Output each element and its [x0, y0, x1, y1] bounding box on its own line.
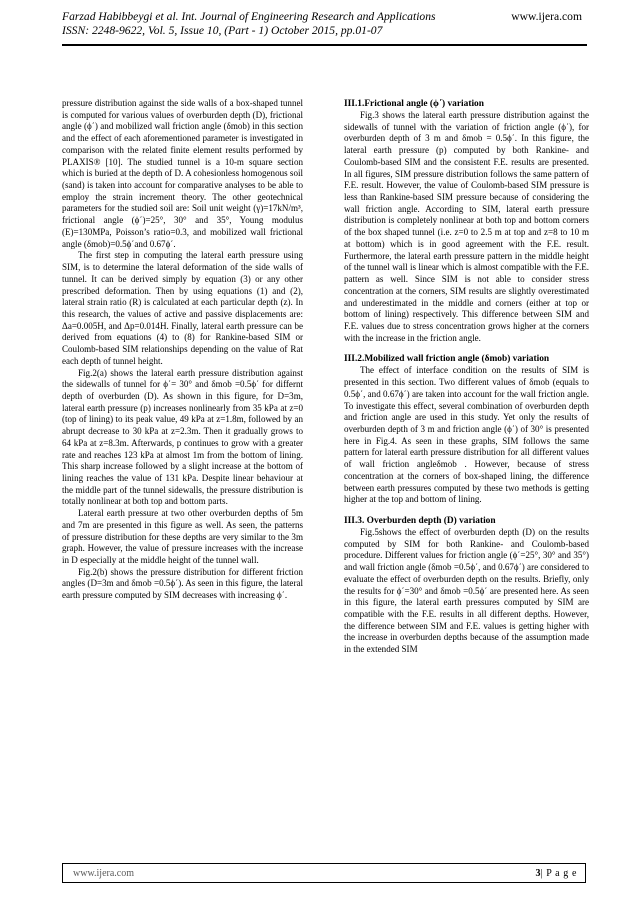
paragraph: Fig.3 shows the lateral earth pressure distribution against the sidewalls of tunnel with the variation of friction angle (ϕ΄), for overburden depth of 3 m and δmob = 0.5ϕ΄. In this figure, the lateral earth pressure (p) computed by both Rankine- and Coulomb-based SIM and the consistent F.E. results are presented. In all figures, SIM pressure distribution follows the same pattern of F.E. result. However, the value of Coulomb-based SIM pressure is less than Rankine-based SIM pressure because of considering the wall friction angle. According to SIM, lateral earth pressure distribution is completely nonlinear at both top and bottom corners of the box shaped tunnel (i.e. z=0 to 2.5 m at top and z=8 to 10 m at bottom) which is in good agreement with the F.E. result. Furthermore, the lateral earth pressure pattern in the middle height of the tunnel wall is linear which is almost compatible with the F.E. pattern as well. Since SIM is not able to consider stress concentration at the corners, SIM results are slightly overestimated and underestimated in the middle and corners (either at top or bottom of lining) respectively. This difference between SIM and F.E. values due to stress concentration grows higher at the corners with the increase in the friction angle.: [344, 110, 589, 343]
section-heading: III.3. Overburden depth (D) variation: [344, 516, 496, 526]
paragraph: The first step in computing the lateral earth pressure using SIM, is to determine the lateral deformation of the side walls of tunnel. It can be derived simply by equation (3) or any other prescribed deformation. Then by using equations (1) and (2), lateral strain ratio (R) is calculated at each particular depth (z). In this research, the values of active and passive displacements are: Δa=0.005H, and Δp=0.014H. Finally, lateral earth pressure can be derived from equations (4) to (8) for Rankine-based SIM or Coulomb-based SIM relationships depending on the value of Rat each depth of tunnel height.: [62, 250, 303, 366]
section-heading: III.1.Frictional angle (ϕ΄) variation: [344, 99, 484, 109]
footer-site-link[interactable]: www.ijera.com: [73, 868, 134, 879]
right-column: [344, 98, 589, 656]
section-heading: III.2.Mobilized wall friction angle (δmob) variation: [344, 354, 550, 365]
paragraph: Fig.5shows the effect of overburden depth (D) on the results computed by SIM for both Rankine- and Coulomb-based procedure. Different values for friction angle (ϕ΄=25°, 30° and 35°) and wall friction angle (δmob =0.5ϕ΄, and 0.67ϕ΄) are considered to evaluate the effect of overburden depth on the results. Briefly, only the results for ϕ΄=30° and δmob =0.5ϕ΄ are presented here. As seen in this figure, the lateral earth pressures computed by SIM are compatible with the F.E. results in all different depths. However, the difference between SIM and F.E. values is getting higher with the increase in overburden depths because of the assumption made in the extended SIM: [344, 527, 589, 655]
header-divider: [62, 44, 587, 46]
journal-site-link[interactable]: www.ijera.com: [511, 10, 582, 23]
paragraph: Lateral earth pressure at two other overburden depths of 5m and 7m are presented in this figure as well. As seen, the patterns of pressure distribution for these depths are very similar to the 3m graph. However, the value of pressure increases with the increase in D especially at the middle height of the tunnel wall.: [62, 508, 303, 566]
page-number-value: 3: [535, 868, 541, 879]
journal-citation: Farzad Habibbeygi et al. Int. Journal of Engineering Research and Applications: [62, 10, 436, 23]
paragraph: The effect of interface condition on the results of SIM is presented in this section. Two different values of δmob (equals to 0.5ϕ΄, and 0.67ϕ΄) are taken into account for the wall friction angle. To investigate this effect, several combination of overburden depth and friction angle are used in this study. Yet only the results of overburden depth of 3 m and friction angle (ϕ΄) of 30° is presented here in Fig.4. As seen in these graphs, SIM follows the same pattern for lateral earth pressure distribution for all different values of wall friction angleδmob . However, because of stress concentration at the corners of box-shaped lining, the difference between earth pressures computed by these two methods is getting higher at the top and bottom of lining.: [344, 365, 589, 505]
running-header: [62, 10, 582, 38]
paragraph: Fig.2(b) shows the pressure distribution for different friction angles (D=3m and δmob =0.5ϕ΄). As seen in this figure, the lateral earth pressure computed by SIM decreases with increasing ϕ΄.: [62, 566, 303, 601]
issn-line: ISSN: 2248-9622, Vol. 5, Issue 10, (Part - 1) October 2015, pp.01-07: [62, 24, 383, 37]
paragraph: pressure distribution against the side walls of a box-shaped tunnel is computed for various values of overburden depth (D), frictional angle (ϕ΄) and mobilized wall friction angle (δmob) in this section and the effect of each aforementioned parameter is investigated in comparison with the related finite element results performed by PLAXIS® [10]. The studied tunnel is a 10-m square section which is buried at the depth of D. A cohesionless homogenous soil (sand) is taken into account for comparative analyses to be able to employ the strain increment theory. The other geotechnical parameters for the studied soil are: Soil unit weight (γ)=17kN/m³, frictional angle (ϕ΄)=25°, 30° and 35°, Young modulus (E)=130MPa, Poisson’s ratio=0.3, and mobilized wall frictional angle (δmob)=0.5ϕ΄and 0.67ϕ΄.: [62, 98, 303, 249]
left-column: [62, 98, 303, 602]
page-number: [536, 864, 577, 884]
page-label: | P a g e: [540, 868, 577, 879]
page-footer: [62, 863, 586, 883]
paragraph: Fig.2(a) shows the lateral earth pressure distribution against the sidewalls of tunnel for ϕ΄= 30° and δmob =0.5ϕ΄ for differnt depth of overburden (D). As shown in this figure, for D=3m, lateral earth pressure (p) increases nonlinearly from 35 kPa at z=0 (top of lining) to its peak value, 49 kPa at z=1.8m, followed by an abrupt decrease to 30 kPa at z=2.3m. Then it gradually grows to 64 kPa at z=8.3m. Afterwards, p continues to grow with a greater rate and reaches 123 kPa at almost 1m from the bottom of lining. This sharp increase followed by a slight increase at the bottom of lining reaches the value of 131 kPa. Despite linear behaviour at the middle part of the tunnel sidewalls, the pressure distribution is totally nonlinear at both top and bottom parts.: [62, 367, 303, 507]
